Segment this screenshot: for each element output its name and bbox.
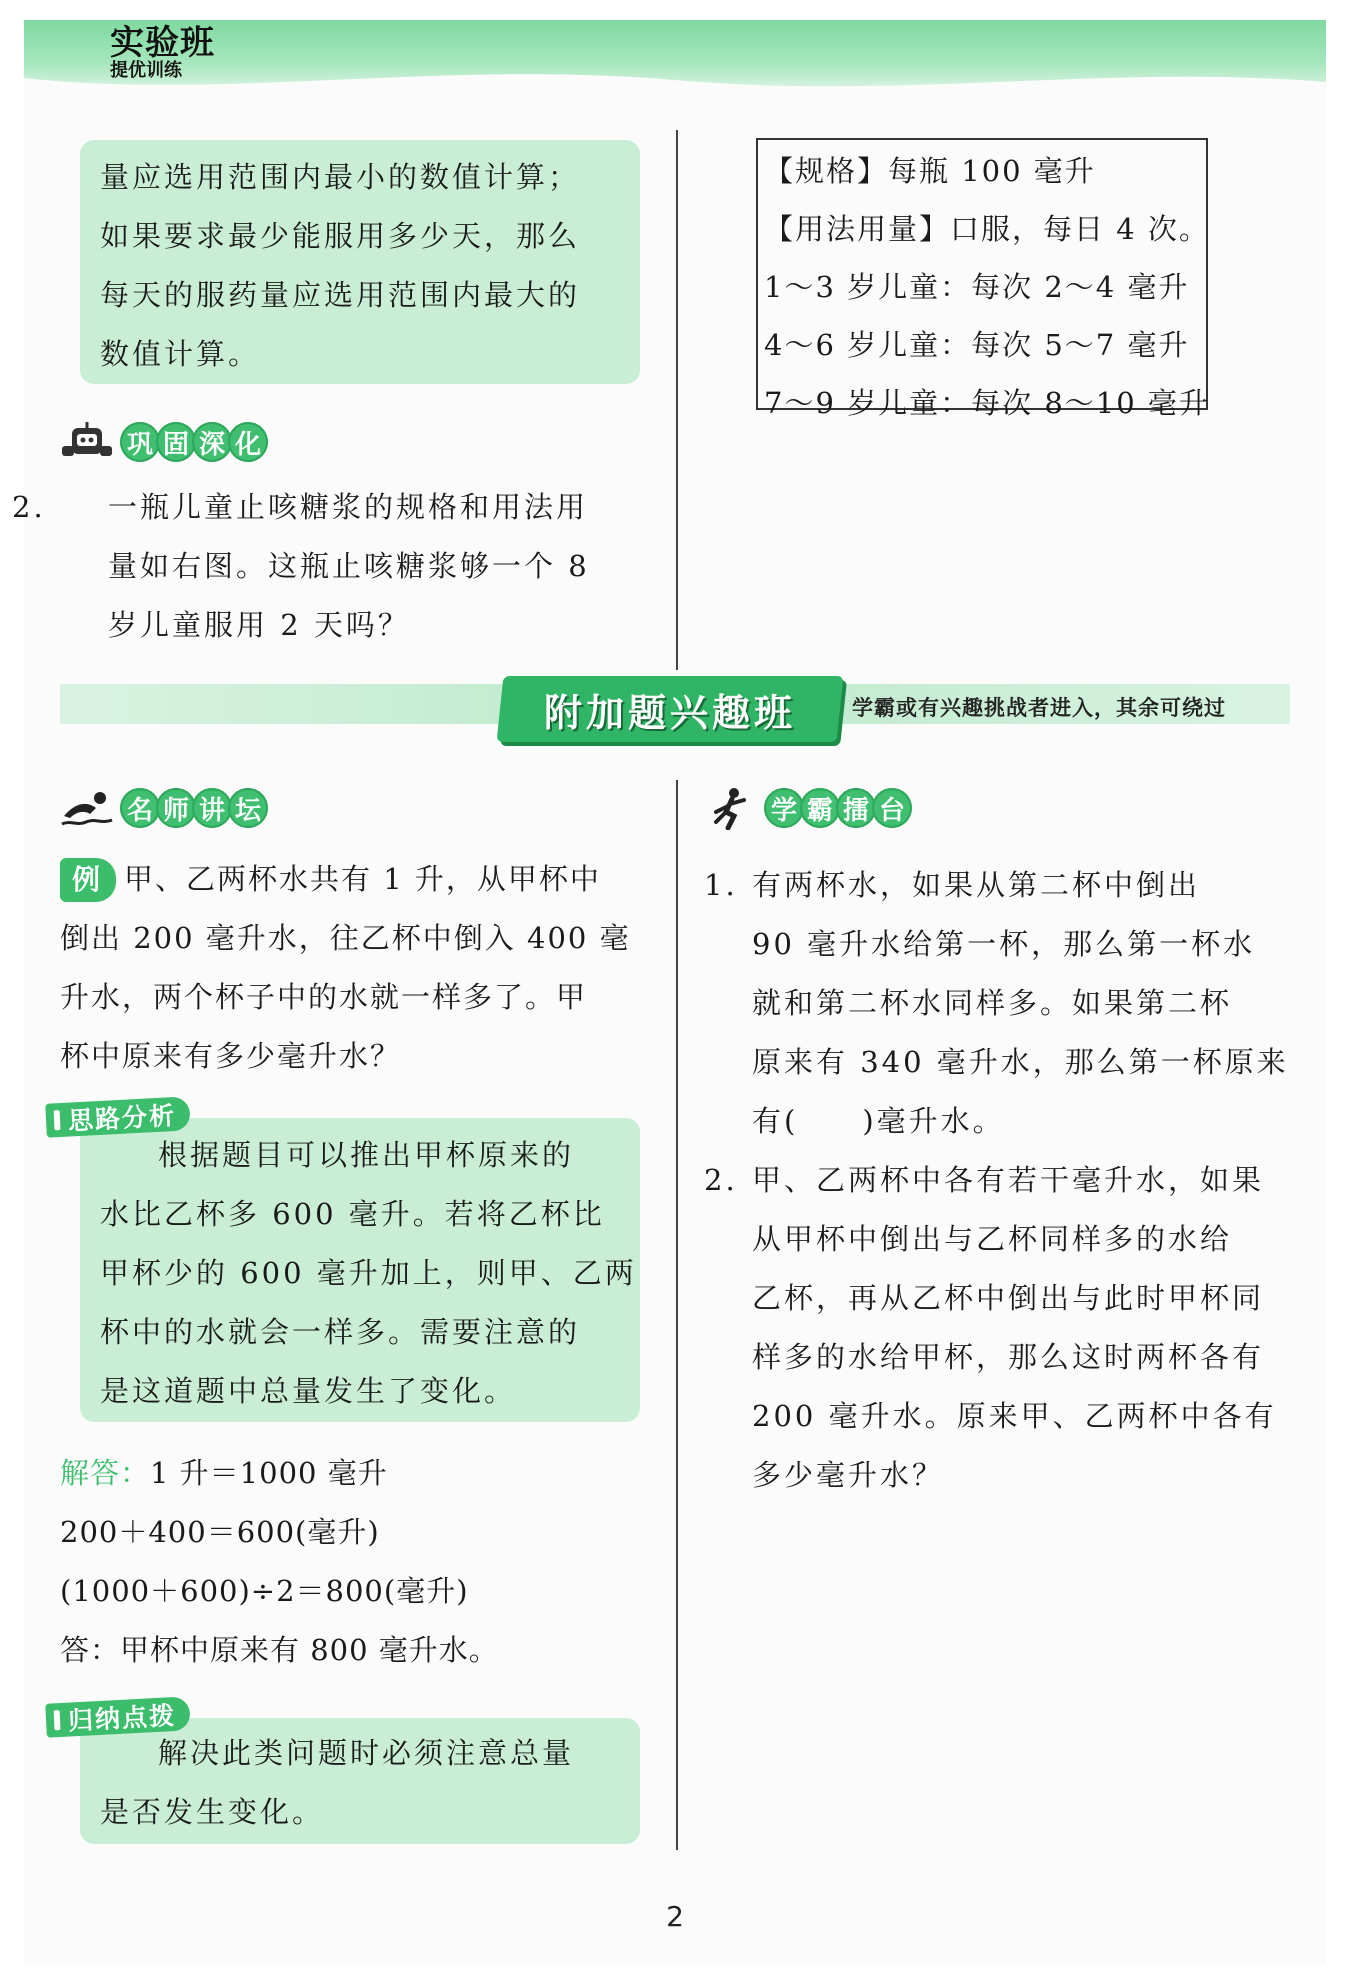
- brand-sub: 提优训练: [110, 60, 182, 81]
- question-2-line: 岁儿童服用 2 天吗？: [108, 608, 410, 642]
- spec-line: 7～9 岁儿童：每次 8～10 毫升: [764, 386, 1210, 420]
- example-line: 杯中原来有多少毫升水？: [60, 1039, 402, 1073]
- spec-line: 1～3 岁儿童：每次 2～4 毫升: [764, 270, 1190, 304]
- question-2-line: [12, 478, 660, 537]
- medicine-spec-box: [756, 138, 1210, 420]
- column-divider-top: [676, 130, 678, 670]
- arena-q2-line: 200 毫升水。原来甲、乙两杯中各有: [752, 1399, 1277, 1433]
- banner-title: [497, 676, 844, 742]
- analysis-line: 甲杯少的 600 毫升加上，则甲、乙两: [100, 1256, 637, 1290]
- question-number: 2.: [704, 1163, 738, 1197]
- spec-line: 4～6 岁儿童：每次 5～7 毫升: [764, 328, 1190, 362]
- arena-q1-line: 90 毫升水给第一杯，那么第一杯水: [752, 927, 1256, 961]
- example-text: 甲、乙两杯水共有 1 升，从甲杯中: [124, 862, 601, 896]
- note-line: 数值计算。: [100, 337, 261, 371]
- solution-line: [60, 1444, 660, 1503]
- solution: [60, 1444, 660, 1680]
- banner-note: 学霸或有兴趣挑战者进入，其余可绕过: [852, 696, 1226, 720]
- solution-first: 1 升＝1000 毫升: [150, 1456, 388, 1490]
- column-divider-bottom: [676, 780, 678, 1850]
- section-title-char: 坛: [228, 788, 268, 828]
- example-problem: [60, 850, 660, 1086]
- analysis-line: 水比乙杯多 600 毫升。若将乙杯比: [100, 1197, 605, 1231]
- question-number: 1.: [704, 868, 738, 902]
- analysis-tag-text: 思路分析: [67, 1100, 177, 1136]
- analysis-line: 根据题目可以推出甲杯原来的: [158, 1138, 575, 1172]
- section-title-char: 化: [228, 422, 268, 462]
- question-2-line: 量如右图。这瓶止咳糖浆够一个 8: [108, 549, 590, 583]
- swimmer-icon: [60, 786, 114, 830]
- note-line: 每天的服药量应选用范围内最大的: [100, 278, 581, 312]
- summary-tag-text: 归纳点拨: [67, 1700, 177, 1736]
- section-title-char: 深: [192, 422, 232, 462]
- section-title-char: 巩: [120, 422, 160, 462]
- arena-q2-text: 甲、乙两杯中各有若干毫升水，如果: [752, 1163, 1265, 1197]
- example-line: 倒出 200 毫升水，往乙杯中倒入 400 毫: [60, 921, 631, 955]
- question-2: [12, 478, 660, 655]
- section-teacher-header: [60, 782, 264, 834]
- arena-question-2: [704, 1151, 1314, 1505]
- arena-q1-line: 原来有 340 毫升水，那么第一杯原来: [752, 1045, 1289, 1079]
- section-arena-header: [704, 782, 908, 834]
- summary-line: 解决此类问题时必须注意总量: [158, 1736, 575, 1770]
- arena-question-1: [704, 856, 1314, 1151]
- arena-q1-text: 有两杯水，如果从第二杯中倒出: [752, 868, 1201, 902]
- section-title-char: 擂: [836, 788, 876, 828]
- arena-q2-line: 从甲杯中倒出与乙杯同样多的水给: [752, 1222, 1233, 1256]
- summary-line: 是否发生变化。: [100, 1795, 325, 1829]
- question-text: 一瓶儿童止咳糖浆的规格和用法用: [108, 490, 589, 524]
- arena-q1-line: 有( )毫升水。: [752, 1104, 1005, 1138]
- arena-q2-line: 多少毫升水？: [752, 1458, 945, 1492]
- section-title-char: 霸: [800, 788, 840, 828]
- section-consolidate-header: [60, 416, 264, 468]
- analysis-line: 杯中的水就会一样多。需要注意的: [100, 1315, 581, 1349]
- summary-text: [100, 1724, 640, 1842]
- arena-q2-line: 乙杯，再从乙杯中倒出与此时甲杯同: [752, 1281, 1265, 1315]
- spec-line: 【用法用量】口服，每日 4 次。: [764, 212, 1210, 246]
- header-wave: [24, 60, 1326, 100]
- arena-q1-line: [704, 856, 1314, 915]
- arena-q1-line: 就和第二杯水同样多。如果第二杯: [752, 986, 1233, 1020]
- note-line: 如果要求最少能服用多少天，那么: [100, 219, 581, 253]
- section-title-char: 讲: [192, 788, 232, 828]
- question-number: 2.: [12, 490, 46, 524]
- arena-q2-line: [704, 1151, 1314, 1210]
- analysis-line: 是这道题中总量发生了变化。: [100, 1374, 517, 1408]
- arena-q2-line: 样多的水给甲杯，那么这时两杯各有: [752, 1340, 1265, 1374]
- analysis-text: [100, 1126, 640, 1421]
- athlete-icon: [704, 786, 758, 830]
- example-line: 升水，两个杯子中的水就一样多了。甲: [60, 980, 588, 1014]
- section-title-char: 台: [872, 788, 912, 828]
- solution-line: 答：甲杯中原来有 800 毫升水。: [60, 1633, 499, 1667]
- brand-logo: [110, 23, 215, 81]
- brand-main: 实验班: [110, 23, 215, 63]
- note-line: 量应选用范围内最小的数值计算；: [100, 160, 581, 194]
- example-line: [60, 850, 660, 909]
- robot-icon: [60, 420, 114, 464]
- solution-line: (1000＋600)÷2＝800(毫升): [60, 1574, 469, 1608]
- section-title-char: 固: [156, 422, 196, 462]
- example-badge: 例: [60, 858, 116, 902]
- banner-title-text: 附加题兴趣班: [543, 690, 796, 735]
- top-left-note-text: [100, 148, 640, 384]
- solution-line: 200＋400＝600(毫升): [60, 1515, 380, 1549]
- solution-label: 解答：: [60, 1456, 151, 1490]
- section-title-char: 学: [764, 788, 804, 828]
- spec-line: 【规格】每瓶 100 毫升: [764, 154, 1096, 188]
- section-title-char: 师: [156, 788, 196, 828]
- page-number: 2: [666, 1900, 684, 1933]
- section-title-char: 名: [120, 788, 160, 828]
